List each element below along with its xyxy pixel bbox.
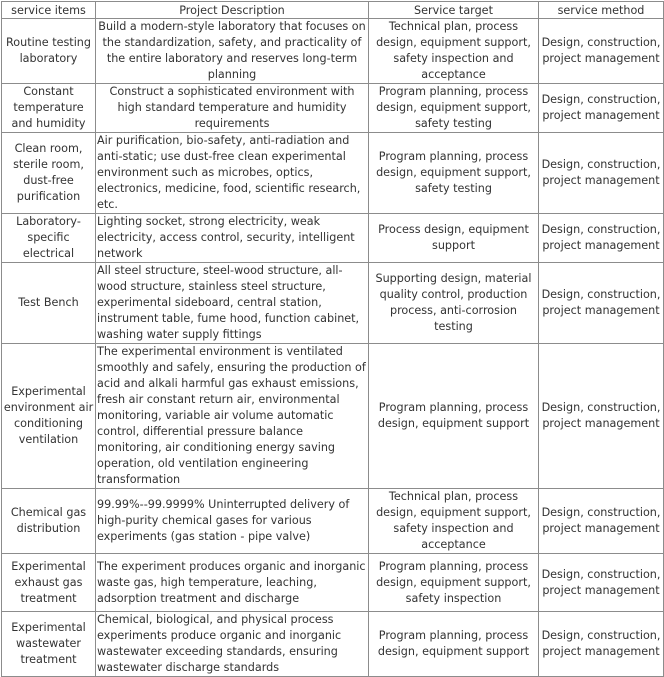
service-item-cell: Experimental wastewater treatment — [2, 612, 96, 677]
service-method-cell: Design, construction, project management — [539, 84, 664, 133]
service-method-cell: Design, construction, project management — [539, 612, 664, 677]
table-row — [2, 263, 664, 344]
service-table — [1, 1, 664, 677]
service-item-cell: Test Bench — [2, 263, 96, 344]
description-cell: Chemical, biological, and physical process experiments produce organic and inorganic wastewater exceeding standards, ensuring wastewater discharge standards — [96, 612, 369, 677]
service-item-cell: Chemical gas distribution — [2, 489, 96, 554]
service-item-cell: Constant temperature and humidity — [2, 84, 96, 133]
header-service-items: service items — [2, 2, 96, 19]
service-target-cell: Program planning, process design, equipment support, safety testing — [369, 133, 539, 214]
service-method-cell: Design, construction, project management — [539, 489, 664, 554]
service-target-cell: Technical plan, process design, equipment support, safety inspection and acceptance — [369, 489, 539, 554]
description-cell: The experiment produces organic and inorganic waste gas, high temperature, leaching, adsorption treatment and discharge — [96, 554, 369, 612]
table-row — [2, 19, 664, 84]
description-cell: All steel structure, steel-wood structure, all-wood structure, stainless steel structure, experimental sideboard, central station, instrument table, fume hood, function cabinet, washing water supply fittings — [96, 263, 369, 344]
service-method-cell: Design, construction, project management — [539, 133, 664, 214]
table-row — [2, 489, 664, 554]
service-item-cell: Laboratory-specific electrical — [2, 214, 96, 263]
header-row — [2, 2, 664, 19]
table-row — [2, 84, 664, 133]
table-row — [2, 133, 664, 214]
service-target-cell: Program planning, process design, equipment support — [369, 612, 539, 677]
header-service-target: Service target — [369, 2, 539, 19]
service-item-cell: Experimental environment air conditioning ventilation — [2, 344, 96, 489]
description-cell: Lighting socket, strong electricity, weak electricity, access control, security, intelligent network — [96, 214, 369, 263]
table-row — [2, 214, 664, 263]
service-target-cell: Program planning, process design, equipment support, safety inspection — [369, 554, 539, 612]
header-service-method: service method — [539, 2, 664, 19]
description-cell: Build a modern-style laboratory that focuses on the standardization, safety, and practicality of the entire laboratory and reserves long-term planning — [96, 19, 369, 84]
service-method-cell: Design, construction, project management — [539, 214, 664, 263]
description-cell: 99.99%--99.9999% Uninterrupted delivery of high-purity chemical gases for various experiments (gas station - pipe valve) — [96, 489, 369, 554]
service-method-cell: Design, construction, project management — [539, 263, 664, 344]
service-item-cell: Clean room, sterile room, dust-free purification — [2, 133, 96, 214]
description-cell: The experimental environment is ventilated smoothly and safely, ensuring the production of acid and alkali harmful gas exhaust emissions, fresh air constant return air, environmental monitoring, variable air volume automatic control, differential pressure balance monitoring, air conditioning energy saving operation, old ventilation engineering transformation — [96, 344, 369, 489]
header-project-description: Project Description — [96, 2, 369, 19]
description-cell: Construct a sophisticated environment with high standard temperature and humidity requirements — [96, 84, 369, 133]
service-method-cell: Design, construction, project management — [539, 554, 664, 612]
description-cell: Air purification, bio-safety, anti-radiation and anti-static; use dust-free clean experimental environment such as microbes, optics, electronics, medicine, food, scientific research, etc. — [96, 133, 369, 214]
service-target-cell: Supporting design, material quality control, production process, anti-corrosion testing — [369, 263, 539, 344]
table-row — [2, 344, 664, 489]
service-target-cell: Program planning, process design, equipment support, safety testing — [369, 84, 539, 133]
table-row — [2, 554, 664, 612]
service-target-cell: Technical plan, process design, equipment support, safety inspection and acceptance — [369, 19, 539, 84]
service-method-cell: Design, construction, project management — [539, 19, 664, 84]
service-item-cell: Experimental exhaust gas treatment — [2, 554, 96, 612]
service-method-cell: Design, construction, project management — [539, 344, 664, 489]
service-target-cell: Program planning, process design, equipment support — [369, 344, 539, 489]
service-target-cell: Process design, equipment support — [369, 214, 539, 263]
table-row — [2, 612, 664, 677]
service-item-cell: Routine testing laboratory — [2, 19, 96, 84]
